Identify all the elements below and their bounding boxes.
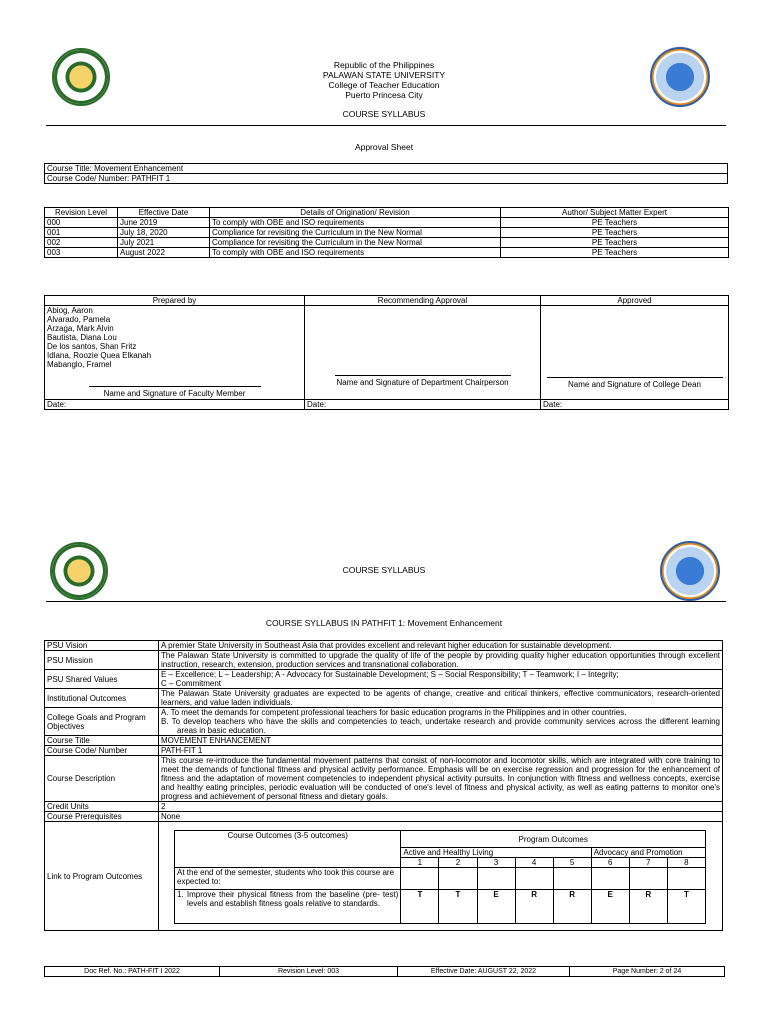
rev-cell: To comply with OBE and ISO requirements (210, 218, 501, 228)
table-row (45, 228, 729, 238)
course-title-cell: Course Title: Movement Enhancement (45, 164, 728, 174)
footer-table (44, 966, 725, 977)
outcomes-text: The Palawan State University graduates are expected to be agents of change, creative and critical thinkers, effective communicators, research-oriented learners, and value laden individuals. (159, 689, 723, 708)
table-row (45, 238, 729, 248)
syllabus-title: COURSE SYLLABUS IN PATHFIT 1: Movement Enhancement (265, 618, 503, 628)
rev-cell: To comply with OBE and ISO requirements (210, 248, 501, 258)
recommending-header: Recommending Approval (305, 296, 541, 306)
co-header: Course Outcomes (3-5 outcomes) (175, 831, 401, 868)
po-mark: R (629, 890, 667, 924)
approval-sheet-title: Approval Sheet (354, 142, 414, 152)
goals-text (159, 708, 723, 736)
psu-seal-logo-2 (50, 542, 108, 600)
recommending-cell (305, 306, 541, 400)
po-mark: T (439, 890, 477, 924)
outcomes-label: Institutional Outcomes (45, 689, 159, 708)
prereq-value: None (159, 812, 723, 822)
course-code-value: PATH-FIT 1 (159, 746, 723, 756)
po-number: 6 (591, 858, 629, 868)
link-cell (159, 822, 723, 931)
header-rule (46, 125, 726, 126)
vision-label: PSU Vision (45, 641, 159, 651)
rev-header-details: Details of Origination/ Revision (210, 208, 501, 218)
psu-seal-logo (52, 48, 110, 106)
po-mark: E (591, 890, 629, 924)
po-number: 8 (667, 858, 705, 868)
goal-a: A. To meet the demands for competent professional teachers for basic education programs in the Philippines and in other countries. (161, 708, 627, 717)
po-mark: R (553, 890, 591, 924)
preparer-name: Mabanglo, Framel (47, 360, 112, 369)
footer-effective: Effective Date: AUGUST 22, 2022 (398, 967, 570, 977)
syllabus-table (44, 640, 723, 931)
rev-cell: July 18, 2020 (118, 228, 210, 238)
mission-label: PSU Mission (45, 651, 159, 670)
cte-seal-logo (650, 47, 710, 107)
description-text: This course re-introduce the fundamental movement patterns that consist of non-locomotor and locomotor skills, which are integrated with core training to meet the demands of functional fitness and physical activity performance. Emphasis will be on exercise regression and progression for the enhancement of fitness and the adaptation of movement competencies to independent physical activity pursuits. In conjunction with fitness and wellness concepts, exercise and healthy eating principles, periodic evaluation will be conducted of one's level of fitness and physical activity, as well as eating patterns to monitor one's progress and achievement of personal fitness and dietary goals. (159, 756, 723, 802)
date-faculty: Date: (45, 400, 305, 410)
faculty-signature-label: Name and Signature of Faculty Member (103, 389, 246, 398)
prepared-by-cell (45, 306, 305, 400)
values-text (159, 670, 723, 689)
preparer-name: De los santos, Shan Fritz (47, 342, 137, 351)
header-city: Puerto Princesa City (345, 90, 423, 100)
header-university: PALAWAN STATE UNIVERSITY (322, 70, 446, 80)
goal-b: B. To develop teachers who have the skills and competencies to teach, undertake research and provide community services across the different learning areas in basic education. (161, 717, 720, 735)
rev-cell: Compliance for revisiting the Curriculum in the New Normal (210, 238, 501, 248)
course-title-value: MOVEMENT ENHANCEMENT (159, 736, 723, 746)
rev-cell: 003 (45, 248, 118, 258)
table-row (45, 248, 729, 258)
rev-cell: PE Teachers (501, 238, 729, 248)
dean-signature-line (547, 377, 723, 378)
goals-label: College Goals and Program Objectives (45, 708, 159, 736)
po-mark: T (401, 890, 439, 924)
po-number: 7 (629, 858, 667, 868)
preparer-name: Alvarado, Pamela (47, 315, 111, 324)
values-line-2: C – Commitment (161, 679, 222, 688)
footer-page: Page Number: 2 of 24 (570, 967, 725, 977)
co-intro: At the end of the semester, students who took this course are expected to: (175, 868, 401, 890)
credit-value: 2 (159, 802, 723, 812)
group-active-healthy: Active and Healthy Living (401, 848, 591, 858)
mission-text: The Palawan State University is committed to upgrade the quality of life of the people by providing quality higher education opportunities through excellent instruction, research, extension, production services and transnational collaboration. (159, 651, 723, 670)
po-number: 1 (401, 858, 439, 868)
header-doc-type: COURSE SYLLABUS (342, 109, 426, 119)
preparer-name: Bautista, Diana Lou (47, 333, 117, 342)
chair-signature-label: Name and Signature of Department Chairperson (336, 378, 509, 387)
course-code-label: Course Code/ Number (45, 746, 159, 756)
course-title-label: Course Title (45, 736, 159, 746)
po-number: 5 (553, 858, 591, 868)
po-number: 4 (515, 858, 553, 868)
co-outcome-1: 1. Improve their physical fitness from the baseline (pre- test) levels and establish fitness goals relative to standards. (175, 890, 401, 924)
date-chair: Date: (305, 400, 541, 410)
rev-header-level: Revision Level (45, 208, 118, 218)
course-code-cell: Course Code/ Number: PATHFIT 1 (45, 174, 728, 184)
header-republic: Republic of the Philippines (333, 60, 435, 70)
rev-header-author: Author/ Subject Matter Expert (501, 208, 729, 218)
footer-revision: Revision Level: 003 (220, 967, 398, 977)
rev-cell: PE Teachers (501, 248, 729, 258)
header-college: College of Teacher Education (328, 80, 440, 90)
rev-cell: 000 (45, 218, 118, 228)
table-row (45, 218, 729, 228)
prepared-by-header: Prepared by (45, 296, 305, 306)
values-line-1: E – Excellence; L – Leadership; A - Advocacy for Sustainable Development; S – Social Responsibility; T – Teamwork; I – Integrity; (161, 670, 619, 679)
rev-cell: August 2022 (118, 248, 210, 258)
chair-signature-line (335, 375, 511, 376)
po-mark: R (515, 890, 553, 924)
course-info-table (44, 163, 728, 184)
outcomes-table (174, 830, 706, 924)
preparer-name: Abiog, Aaron (47, 306, 93, 315)
group-advocacy: Advocacy and Promotion (591, 848, 705, 858)
po-mark: E (477, 890, 515, 924)
preparer-name: Idlana, Roozie Quea Elkanah (47, 351, 152, 360)
rev-cell: PE Teachers (501, 228, 729, 238)
approved-cell (541, 306, 729, 400)
rev-cell: PE Teachers (501, 218, 729, 228)
rev-cell: 001 (45, 228, 118, 238)
rev-cell: July 2021 (118, 238, 210, 248)
values-label: PSU Shared Values (45, 670, 159, 689)
po-header: Program Outcomes (401, 831, 706, 848)
cte-seal-logo-2 (660, 541, 720, 601)
vision-text: A premier State University in Southeast Asia that provides excellent and relevant higher education for sustainable development. (159, 641, 723, 651)
po-mark: T (667, 890, 705, 924)
credit-label: Credit Units (45, 802, 159, 812)
revision-table (44, 207, 729, 258)
rev-cell: Compliance for revisiting the Curriculum in the New Normal (210, 228, 501, 238)
dean-signature-label: Name and Signature of College Dean (568, 380, 701, 389)
po-number: 2 (439, 858, 477, 868)
rev-cell: June 2019 (118, 218, 210, 228)
prereq-label: Course Prerequisites (45, 812, 159, 822)
signatories-table (44, 295, 729, 410)
approved-header: Approved (541, 296, 729, 306)
link-label: Link to Program Outcomes (45, 822, 159, 931)
po-number: 3 (477, 858, 515, 868)
page2-doc-type: COURSE SYLLABUS (342, 565, 426, 575)
description-label: Course Description (45, 756, 159, 802)
faculty-signature-line (89, 386, 261, 387)
rev-header-date: Effective Date (118, 208, 210, 218)
footer-doc-ref: Doc Ref. No.: PATH-FIT I 2022 (45, 967, 220, 977)
rev-cell: 002 (45, 238, 118, 248)
date-dean: Date: (541, 400, 729, 410)
page2-rule (46, 601, 726, 602)
preparer-name: Arzaga, Mark Alvin (47, 324, 114, 333)
